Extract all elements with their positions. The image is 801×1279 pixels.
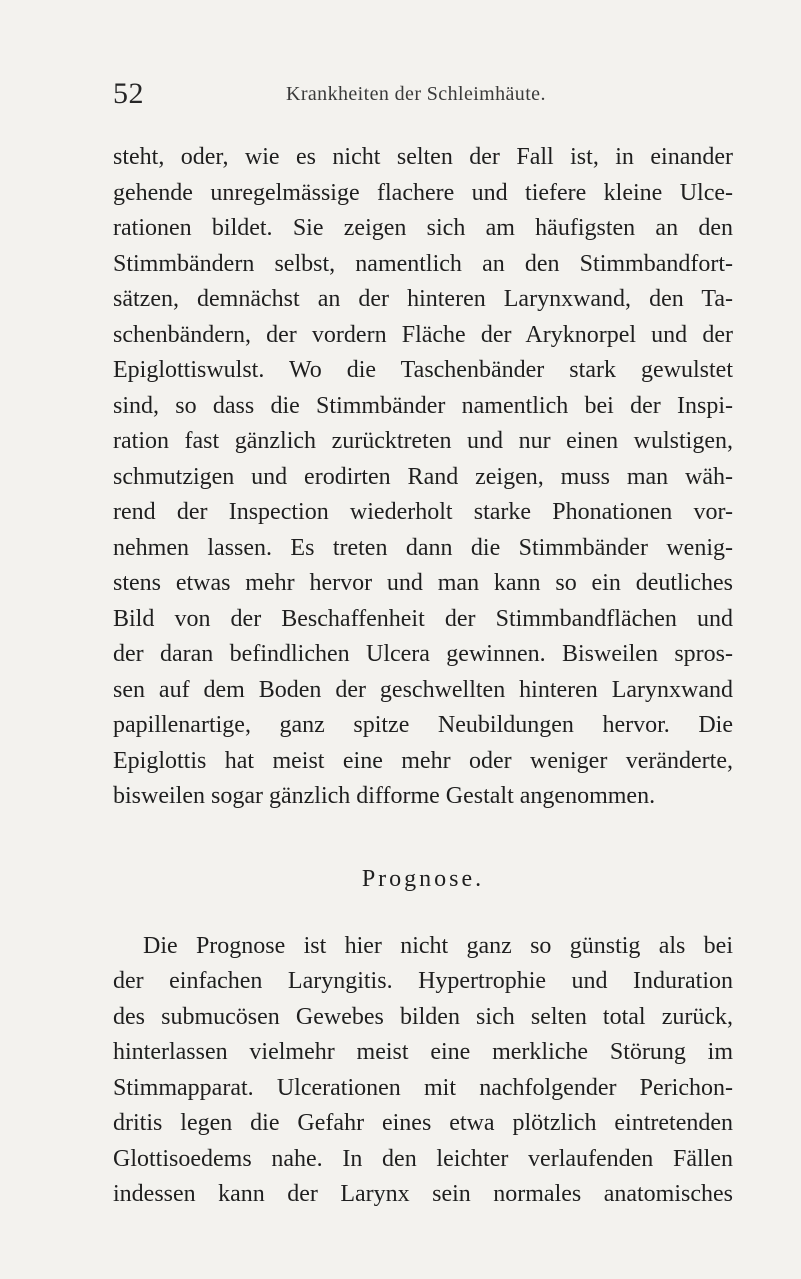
page-header — [113, 76, 733, 112]
section-heading: Prognose. — [361, 866, 485, 892]
text-line: bisweilen sogar gänzlich difforme Gestalt angenommen. — [113, 783, 656, 809]
text-line: sen auf dem Boden der geschwellten hinteren Larynxwand — [113, 677, 733, 703]
text-line: Glottisoedems nahe. In den leichter verlaufenden Fällen — [113, 1146, 733, 1172]
text-line: sätzen, demnächst an der hinteren Larynxwand, den Ta- — [113, 286, 733, 312]
text-line: sind, so dass die Stimmbänder namentlich bei der Inspi- — [113, 393, 733, 419]
text-line: steht, oder, wie es nicht selten der Fall ist, in einander — [113, 144, 733, 170]
text-line: schmutzigen und erodirten Rand zeigen, muss man wäh- — [113, 464, 733, 490]
page-number: 52 — [113, 77, 144, 110]
text-line: ration fast gänzlich zurücktreten und nur einen wulstigen, — [113, 428, 733, 454]
text-line: stens etwas mehr hervor und man kann so ein deutliches — [113, 570, 733, 596]
text-line: Stimmbändern selbst, namentlich an den Stimmbandfort- — [113, 251, 733, 277]
text-line: rend der Inspection wiederholt starke Phonationen vor- — [113, 499, 733, 525]
text-line: Epiglottis hat meist eine mehr oder weniger veränderte, — [113, 748, 733, 774]
text-line: Die Prognose ist hier nicht ganz so günstig als bei — [143, 933, 733, 959]
text-line: nehmen lassen. Es treten dann die Stimmbänder wenig- — [113, 535, 733, 561]
text-line: Epiglottiswulst. Wo die Taschenbänder stark gewulstet — [113, 357, 733, 383]
text-line: hinterlassen vielmehr meist eine merkliche Störung im — [113, 1039, 733, 1065]
text-line: des submucösen Gewebes bilden sich selten total zurück, — [113, 1004, 733, 1030]
text-line: schenbändern, der vordern Fläche der Aryknorpel und der — [113, 322, 733, 348]
text-line: Bild von der Beschaffenheit der Stimmbandflächen und — [113, 606, 733, 632]
text-line: papillenartige, ganz spitze Neubildungen hervor. Die — [113, 712, 733, 738]
text-line: gehende unregelmässige flachere und tiefere kleine Ulce- — [113, 180, 733, 206]
text-line: der daran befindlichen Ulcera gewinnen. Bisweilen spros- — [113, 641, 733, 667]
text-line: der einfachen Laryngitis. Hypertrophie und Induration — [113, 968, 733, 994]
text-line: dritis legen die Gefahr eines etwa plötzlich eintretenden — [113, 1110, 733, 1136]
text-line: Stimmapparat. Ulcerationen mit nachfolgender Perichon- — [113, 1075, 733, 1101]
text-line: rationen bildet. Sie zeigen sich am häufigsten an den — [113, 215, 733, 241]
running-title: Krankheiten der Schleimhäute. — [286, 83, 546, 105]
text-line: indessen kann der Larynx sein normales anatomisches — [113, 1181, 733, 1207]
